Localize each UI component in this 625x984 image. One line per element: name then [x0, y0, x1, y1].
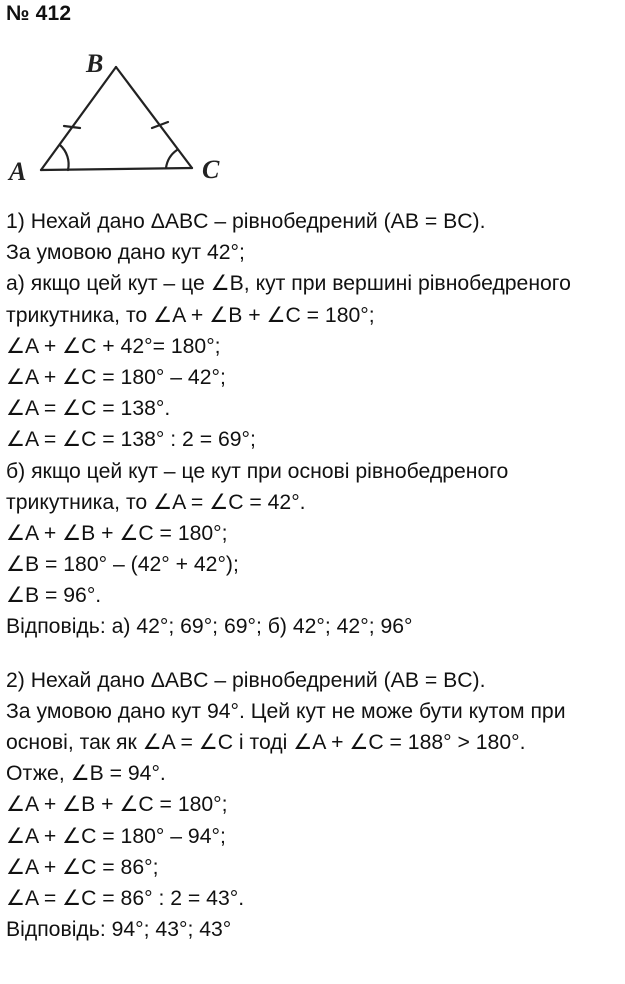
- part1-line: ∠A = ∠C = 138° : 2 = 69°;: [6, 428, 256, 452]
- solution-text: [6, 206, 621, 945]
- vertex-label-b: B: [86, 49, 104, 78]
- section-gap: [6, 643, 621, 665]
- side-ac: [41, 168, 192, 170]
- part2-line: 2) Нехай дано ΔABC – рівнобедрений (AB = BC).: [6, 668, 486, 692]
- angle-arc-c: [166, 150, 177, 168]
- part1-line: трикутника, то ∠A + ∠B + ∠C = 180°;: [6, 303, 375, 327]
- part1-line: а) якщо цей кут – це ∠B, кут при вершині рівнобедреного: [6, 272, 571, 296]
- part2-line: Отже, ∠B = 94°.: [6, 762, 166, 786]
- part1-line: ∠B = 180° – (42° + 42°);: [6, 553, 239, 577]
- part1-line: ∠A + ∠B + ∠C = 180°;: [6, 521, 228, 545]
- part2-line: За умовою дано кут 94°. Цей кут не може бути кутом при: [6, 699, 566, 723]
- part2-line: ∠A + ∠C = 86°;: [6, 855, 159, 879]
- vertex-label-c: C: [202, 155, 220, 184]
- part1-line: ∠A = ∠C = 138°.: [6, 397, 171, 421]
- part1-line: трикутника, то ∠A = ∠C = 42°.: [6, 490, 306, 514]
- side-bc: [116, 67, 192, 168]
- triangle-figure: [0, 40, 250, 200]
- side-ab: [41, 67, 116, 170]
- angle-arc-a: [60, 145, 69, 170]
- part2-line: основі, так як ∠A = ∠C і тоді ∠A + ∠C = 188° > 180°.: [6, 731, 526, 754]
- part1-line: ∠A + ∠C = 180° – 42°;: [6, 365, 226, 389]
- part2-line: ∠A = ∠C = 86° : 2 = 43°.: [6, 886, 245, 910]
- part2-line: ∠A + ∠B + ∠C = 180°;: [6, 793, 228, 817]
- part-2: [6, 665, 621, 946]
- part1-line: 1) Нехай дано ΔABC – рівнобедрений (AB = BC).: [6, 210, 486, 233]
- part2-line: ∠A + ∠C = 180° – 94°;: [6, 824, 226, 848]
- part1-answer: Відповідь: а) 42°; 69°; 69°; б) 42°; 42°; 96°: [6, 615, 413, 639]
- part1-line: ∠B = 96°.: [6, 584, 102, 608]
- part1-line: б) якщо цей кут – це кут при основі рівнобедреного: [6, 459, 509, 483]
- part1-line: За умовою дано кут 42°;: [6, 241, 245, 265]
- part1-line: ∠A + ∠C + 42°= 180°;: [6, 334, 221, 358]
- part-1: [6, 206, 621, 643]
- part2-answer: Відповідь: 94°; 43°; 43°: [6, 918, 232, 942]
- problem-number: № 412: [6, 2, 72, 25]
- vertex-label-a: A: [9, 157, 27, 186]
- tick-mark-ab: [64, 126, 80, 128]
